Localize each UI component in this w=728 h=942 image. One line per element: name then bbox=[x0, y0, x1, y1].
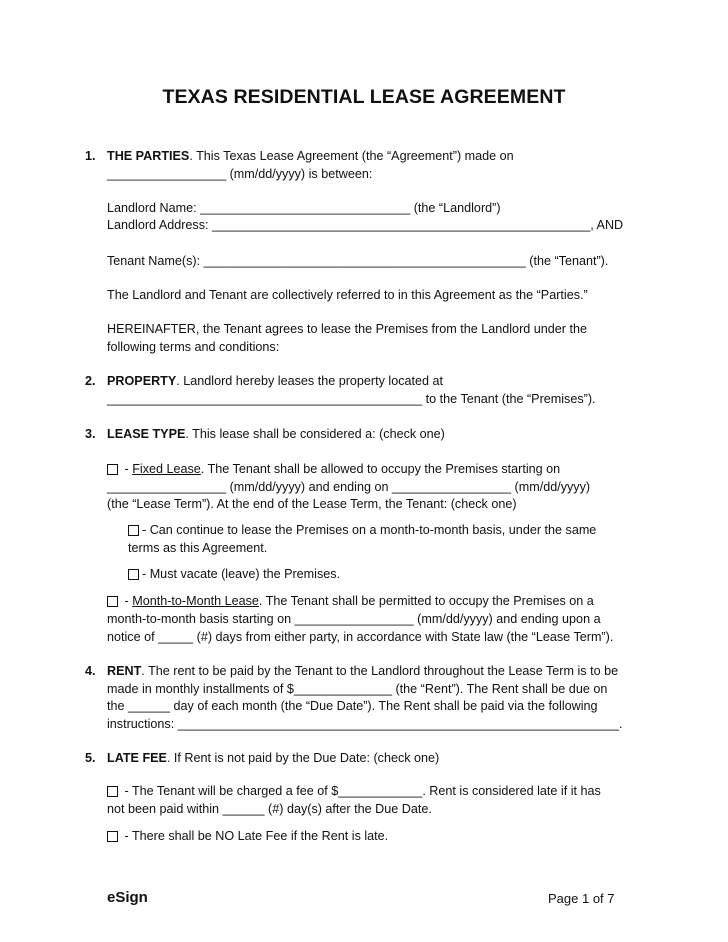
month-to-month-line-2: month-to-month basis starting on _________________ (mm/dd/yyyy) and ending upon a bbox=[107, 612, 601, 626]
section-1-line-1 bbox=[107, 149, 514, 164]
section-2-line-2: _____________________________________________ to the Tenant (the “Premises”). bbox=[107, 392, 596, 406]
hereinafter-line-2: following terms and conditions: bbox=[107, 340, 280, 354]
fixed-lease-line-1 bbox=[107, 462, 560, 477]
landlord-address-line: Landlord Address: ______________________________________________________, AND bbox=[107, 218, 624, 232]
section-3-line-1 bbox=[107, 427, 445, 442]
hereinafter-line-1: HEREINAFTER, the Tenant agrees to lease the Premises from the Landlord under the bbox=[107, 322, 587, 336]
late-fee-option-2-text: - There shall be NO Late Fee if the Rent is late. bbox=[121, 829, 389, 843]
late-fee-option-1-text: - The Tenant will be charged a fee of $____________. Rent is considered late if it has bbox=[121, 784, 601, 798]
month-to-month-line-3: notice of _____ (#) days from either party, in accordance with State law (the “Lease Term”). bbox=[107, 630, 614, 644]
esign-logo: eSign bbox=[107, 889, 148, 906]
option-vacate-line bbox=[128, 567, 340, 582]
section-2-intro: . Landlord hereby leases the property located at bbox=[176, 374, 444, 388]
section-3-number: 3. bbox=[85, 427, 96, 441]
must-vacate-checkbox[interactable] bbox=[128, 569, 139, 580]
month-to-month-text: . The Tenant shall be permitted to occupy the Premises on a bbox=[258, 594, 594, 608]
option-continue-line-2: terms as this Agreement. bbox=[128, 541, 268, 555]
fixed-lease-label: Fixed Lease bbox=[132, 462, 201, 476]
option-continue-line-1 bbox=[128, 523, 596, 538]
fixed-lease-dash: - bbox=[121, 462, 133, 476]
section-5-line-1 bbox=[107, 751, 439, 766]
document-title: TEXAS RESIDENTIAL LEASE AGREEMENT bbox=[162, 86, 566, 108]
section-5-intro: . If Rent is not paid by the Due Date: (check one) bbox=[166, 751, 440, 765]
no-late-fee-checkbox[interactable] bbox=[107, 831, 118, 842]
section-1-heading: THE PARTIES bbox=[107, 149, 190, 163]
section-4-line-1 bbox=[107, 664, 618, 679]
section-5-number: 5. bbox=[85, 751, 96, 765]
section-1-date-line: _________________ (mm/dd/yyyy) is between: bbox=[107, 167, 373, 181]
option-vacate-text: - Must vacate (leave) the Premises. bbox=[142, 567, 341, 581]
page-number: Page 1 of 7 bbox=[548, 891, 615, 906]
section-1-number: 1. bbox=[85, 149, 96, 163]
landlord-name-line: Landlord Name: ______________________________ (the “Landlord”) bbox=[107, 201, 501, 215]
continue-month-to-month-checkbox[interactable] bbox=[128, 525, 139, 536]
month-to-month-line-1 bbox=[107, 594, 594, 609]
late-fee-option-1-line-2: not been paid within ______ (#) day(s) after the Due Date. bbox=[107, 802, 432, 816]
section-4-heading: RENT bbox=[107, 664, 142, 678]
section-4-line-3: the ______ day of each month (the “Due Date”). The Rent shall be paid via the following bbox=[107, 699, 598, 713]
late-fee-option-1-line-1 bbox=[107, 784, 601, 799]
section-4-number: 4. bbox=[85, 664, 96, 678]
month-to-month-dash: - bbox=[121, 594, 133, 608]
fixed-lease-line-3: (the “Lease Term”). At the end of the Lease Term, the Tenant: (check one) bbox=[107, 497, 517, 511]
late-fee-charged-checkbox[interactable] bbox=[107, 786, 118, 797]
section-5-heading: LATE FEE bbox=[107, 751, 167, 765]
fixed-lease-line-2: _________________ (mm/dd/yyyy) and ending on _________________ (mm/dd/yyyy) bbox=[107, 480, 591, 494]
tenant-names-line: Tenant Name(s): ______________________________________________ (the “Tenant”). bbox=[107, 254, 609, 268]
month-to-month-label: Month-to-Month Lease bbox=[132, 594, 259, 608]
section-4-line-4: instructions: _______________________________________________________________. bbox=[107, 717, 623, 731]
section-4-intro: . The rent to be paid by the Tenant to the Landlord throughout the Lease Term is to be bbox=[141, 664, 619, 678]
section-2-line-1 bbox=[107, 374, 443, 389]
month-to-month-checkbox[interactable] bbox=[107, 596, 118, 607]
section-2-heading: PROPERTY bbox=[107, 374, 177, 388]
section-1-intro: . This Texas Lease Agreement (the “Agreement”) made on bbox=[189, 149, 514, 163]
parties-paragraph: The Landlord and Tenant are collectively referred to in this Agreement as the “Parties.” bbox=[107, 288, 588, 302]
section-2-number: 2. bbox=[85, 374, 96, 388]
fixed-lease-checkbox[interactable] bbox=[107, 464, 118, 475]
late-fee-option-2-line bbox=[107, 829, 388, 844]
section-3-heading: LEASE TYPE bbox=[107, 427, 186, 441]
option-continue-text: - Can continue to lease the Premises on a month-to-month basis, under the same bbox=[142, 523, 597, 537]
section-3-intro: . This lease shall be considered a: (check one) bbox=[185, 427, 445, 441]
fixed-lease-text: . The Tenant shall be allowed to occupy the Premises starting on bbox=[200, 462, 561, 476]
section-4-line-2: made in monthly installments of $______________ (the “Rent”). The Rent shall be due on bbox=[107, 682, 608, 696]
